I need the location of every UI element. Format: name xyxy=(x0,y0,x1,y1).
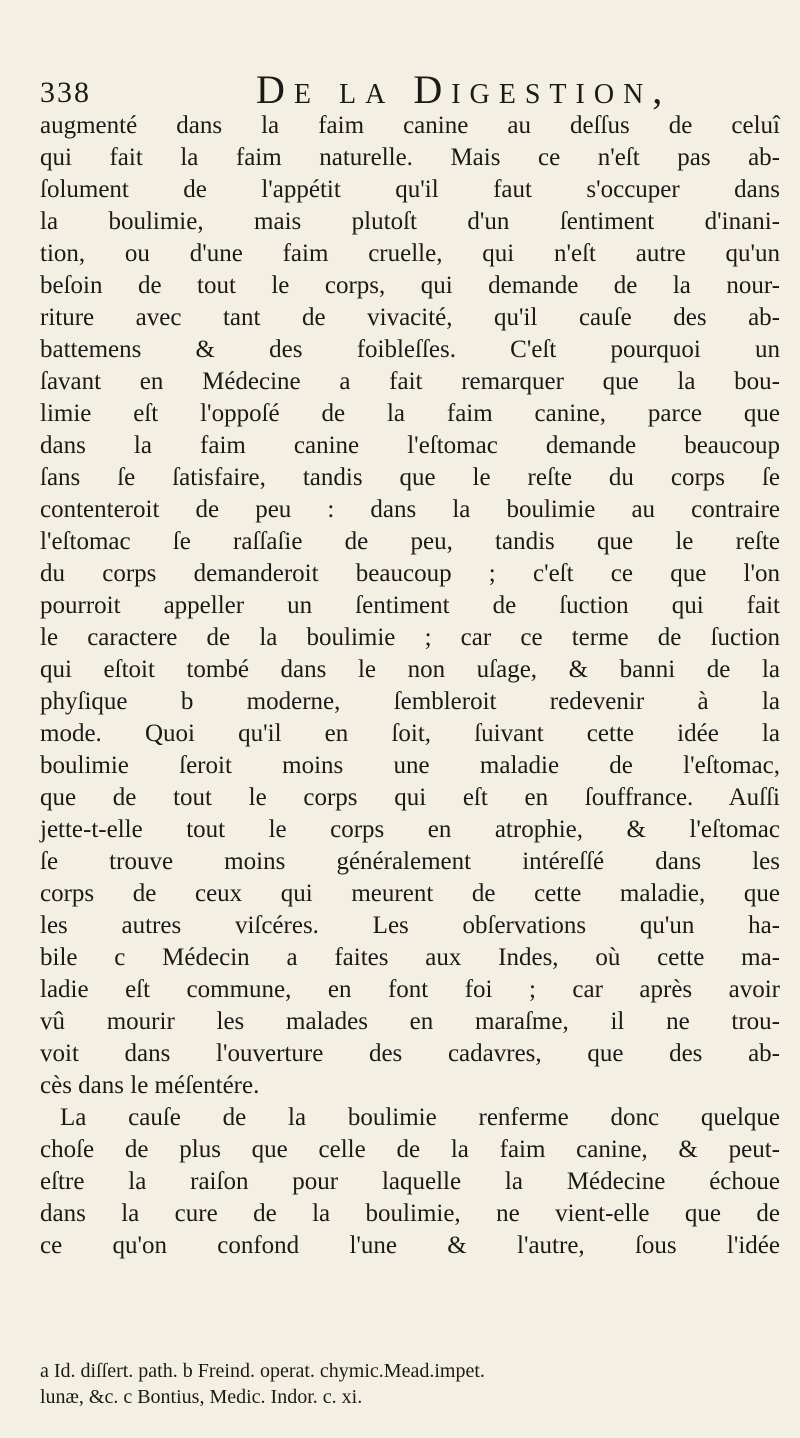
text-line: battemens & des foibleſſes. C'eſt pourquoi un xyxy=(40,336,780,363)
text-line: que de tout le corps qui eſt en ſouffrance. Auſſi xyxy=(40,784,780,811)
text-line: les autres viſcéres. Les obſervations qu'un ha- xyxy=(40,912,780,939)
text-line: limie eſt l'oppoſé de la faim canine, parce que xyxy=(40,400,780,427)
text-line: ſe trouve moins généralement intéreſſé dans les xyxy=(40,848,780,875)
text-line: beſoin de tout le corps, qui demande de la nour- xyxy=(40,272,780,299)
text-line: phyſique b moderne, ſembleroit redevenir à la xyxy=(40,688,780,715)
text-line: riture avec tant de vivacité, qu'il cauſe des ab- xyxy=(40,304,780,331)
text-line: l'eſtomac ſe raſſaſie de peu, tandis que le reſte xyxy=(40,528,780,555)
text-line: dans la cure de la boulimie, ne vient-elle que de xyxy=(40,1200,780,1227)
text-line: tion, ou d'une faim cruelle, qui n'eſt autre qu'un xyxy=(40,240,780,267)
text-line: ſolument de l'appétit qu'il faut s'occuper dans xyxy=(40,176,780,203)
text-line: jette-t-elle tout le corps en atrophie, & l'eſtomac xyxy=(40,816,780,843)
text-line: qui eſtoit tombé dans le non uſage, & banni de la xyxy=(40,656,780,683)
running-title: De la Digestion, xyxy=(256,67,672,112)
text-line: eſtre la raiſon pour laquelle la Médecine échoue xyxy=(40,1168,780,1195)
text-line: vû mourir les malades en maraſme, il ne trou- xyxy=(40,1008,780,1035)
text-line: corps de ceux qui meurent de cette maladie, que xyxy=(40,880,780,907)
text-line: la boulimie, mais plutoſt d'un ſentiment d'inani- xyxy=(40,208,780,235)
text-line: voit dans l'ouverture des cadavres, que des ab- xyxy=(40,1040,780,1067)
text-line: La cauſe de la boulimie renferme donc quelque xyxy=(60,1104,780,1131)
page-number: 338 xyxy=(40,76,91,109)
text-line: augmenté dans la faim canine au deſſus de celuî xyxy=(40,112,780,139)
footnote-line: a Id. diſſert. path. b Freind. operat. chymic.Mead.impet. xyxy=(40,1360,485,1382)
text-line: cès dans le méſentére. xyxy=(40,1072,260,1099)
body-text xyxy=(40,110,780,1262)
text-line: ladie eſt commune, en font foi ; car après avoir xyxy=(40,976,780,1003)
text-line: choſe de plus que celle de la faim canine, & peut- xyxy=(40,1136,780,1163)
text-line: ſans ſe ſatisfaire, tandis que le reſte du corps ſe xyxy=(40,464,780,491)
text-line: dans la faim canine l'eſtomac demande beaucoup xyxy=(40,432,780,459)
text-line: bile c Médecin a faites aux Indes, où cette ma- xyxy=(40,944,780,971)
text-line: boulimie ſeroit moins une maladie de l'eſtomac, xyxy=(40,752,780,779)
text-line: contenteroit de peu : dans la boulimie au contraire xyxy=(40,496,780,523)
footnotes xyxy=(40,1358,780,1410)
text-line: du corps demanderoit beaucoup ; c'eſt ce que l'on xyxy=(40,560,780,587)
footnote-line: lunæ, &c. c Bontius, Medic. Indor. c. xi. xyxy=(40,1386,363,1408)
text-line: ſavant en Médecine a fait remarquer que la bou- xyxy=(40,368,780,395)
text-line: le caractere de la boulimie ; car ce terme de ſuction xyxy=(40,624,780,651)
text-line: ce qu'on confond l'une & l'autre, ſous l'idée xyxy=(40,1232,780,1259)
text-line: pourroit appeller un ſentiment de ſuction qui fait xyxy=(40,592,780,619)
text-line: mode. Quoi qu'il en ſoit, ſuivant cette idée la xyxy=(40,720,780,747)
text-line: qui fait la faim naturelle. Mais ce n'eſt pas ab- xyxy=(40,144,780,171)
